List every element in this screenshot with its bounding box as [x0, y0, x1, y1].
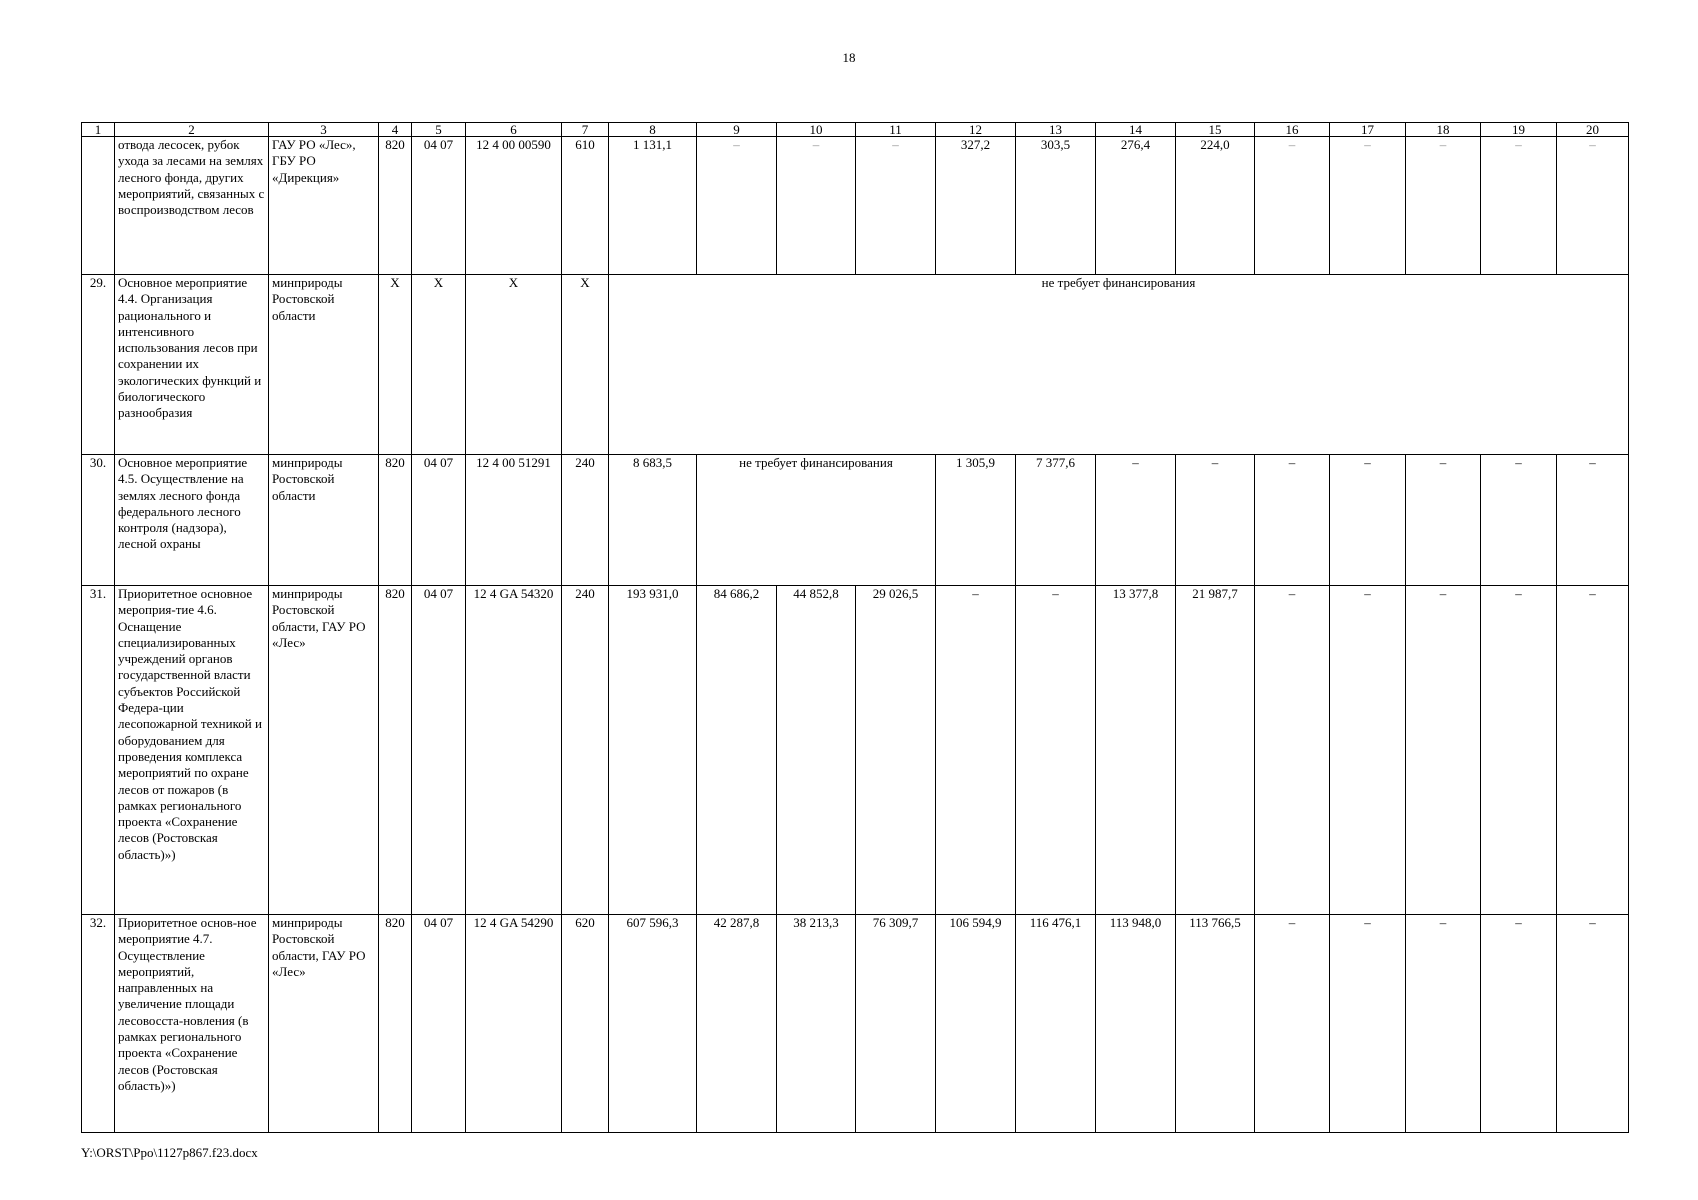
activity-name: Основное мероприятие 4.4. Организация рационального и интенсивного использования лесов при сохранении их экологических функций и биологического разнообразия: [115, 275, 269, 455]
code-rzpr: X: [412, 275, 466, 455]
year-value: –: [1481, 455, 1557, 586]
program-table: [81, 122, 1629, 1133]
header-cell: 18: [1406, 123, 1481, 137]
year-value: –: [1557, 455, 1629, 586]
code-csr: 12 4 GA 54320: [466, 586, 562, 915]
code-rzpr: 04 07: [412, 586, 466, 915]
header-cell: 5: [412, 123, 466, 137]
header-cell: 16: [1255, 123, 1330, 137]
activity-name: Основное мероприятие 4.5. Осуществление на землях лесного фонда федерального лесного контроля (надзора), лесной охраны: [115, 455, 269, 586]
year-value: 38 213,3: [777, 915, 856, 1133]
code-grbs: 820: [379, 915, 412, 1133]
year-value: –: [1255, 586, 1330, 915]
year-value: 303,5: [1016, 137, 1096, 275]
row-number: 29.: [82, 275, 115, 455]
total-value: 1 131,1: [609, 137, 697, 275]
year-value: 327,2: [936, 137, 1016, 275]
activity-name: отвода лесосек, рубок ухода за лесами на землях лесного фонда, других мероприятий, связанных с воспроизводством лесов: [115, 137, 269, 275]
code-csr: 12 4 00 51291: [466, 455, 562, 586]
year-value: –: [1406, 915, 1481, 1133]
year-value: –: [1481, 915, 1557, 1133]
year-value: 84 686,2: [697, 586, 777, 915]
code-grbs: 820: [379, 137, 412, 275]
year-value: –: [697, 137, 777, 275]
code-vr: 240: [562, 455, 609, 586]
code-rzpr: 04 07: [412, 915, 466, 1133]
header-cell: 7: [562, 123, 609, 137]
year-value: 21 987,7: [1176, 586, 1255, 915]
header-cell: 15: [1176, 123, 1255, 137]
year-value: –: [1557, 137, 1629, 275]
year-value: –: [1255, 915, 1330, 1133]
header-cell: 11: [856, 123, 936, 137]
year-value: –: [1330, 586, 1406, 915]
header-cell: 1: [82, 123, 115, 137]
header-cell: 19: [1481, 123, 1557, 137]
year-value: 106 594,9: [936, 915, 1016, 1133]
table-row: [82, 275, 1629, 455]
year-value: 76 309,7: [856, 915, 936, 1133]
header-cell: 3: [269, 123, 379, 137]
executor: минприроды Ростовской области, ГАУ РО «Лес»: [269, 915, 379, 1133]
year-value: –: [1330, 137, 1406, 275]
year-value: 44 852,8: [777, 586, 856, 915]
executor: минприроды Ростовской области: [269, 275, 379, 455]
code-vr: X: [562, 275, 609, 455]
code-csr: 12 4 00 00590: [466, 137, 562, 275]
row-number: [82, 137, 115, 275]
activity-name: Приоритетное основное мероприя-тие 4.6. Оснащение специализированных учреждений органов государственной власти субъектов Российской Федера-ции лесопожарной техникой и оборудованием для проведения комплекса мероприятий по охране лесов от пожаров (в рамках регионального проекта «Сохранение лесов (Ростовская область)»): [115, 586, 269, 915]
year-value: –: [1255, 137, 1330, 275]
executor: ГАУ РО «Лес», ГБУ РО «Дирекция»: [269, 137, 379, 275]
header-cell: 9: [697, 123, 777, 137]
header-cell: 8: [609, 123, 697, 137]
code-grbs: X: [379, 275, 412, 455]
year-value: –: [1176, 455, 1255, 586]
code-grbs: 820: [379, 455, 412, 586]
activity-name: Приоритетное основ-ное мероприятие 4.7. Осуществление мероприятий, направленных на увеличение площади лесовосста-новления (в рамках регионального проекта «Сохранение лесов (Ростовская область)»): [115, 915, 269, 1133]
row-number: 31.: [82, 586, 115, 915]
row-number: 30.: [82, 455, 115, 586]
year-value: –: [1481, 137, 1557, 275]
header-cell: 4: [379, 123, 412, 137]
code-vr: 240: [562, 586, 609, 915]
executor: минприроды Ростовской области, ГАУ РО «Лес»: [269, 586, 379, 915]
table-row: [82, 915, 1629, 1133]
year-value: 7 377,6: [1016, 455, 1096, 586]
code-csr: 12 4 GA 54290: [466, 915, 562, 1133]
header-cell: 2: [115, 123, 269, 137]
year-value: 276,4: [1096, 137, 1176, 275]
year-value: 29 026,5: [856, 586, 936, 915]
total-value: 607 596,3: [609, 915, 697, 1133]
year-value: 42 287,8: [697, 915, 777, 1133]
year-value: 113 766,5: [1176, 915, 1255, 1133]
header-cell: 10: [777, 123, 856, 137]
table-row: [82, 586, 1629, 915]
year-value: –: [1406, 586, 1481, 915]
year-value: –: [1330, 455, 1406, 586]
header-cell: 13: [1016, 123, 1096, 137]
executor: минприроды Ростовской области: [269, 455, 379, 586]
code-rzpr: 04 07: [412, 455, 466, 586]
code-vr: 610: [562, 137, 609, 275]
year-value: –: [1557, 586, 1629, 915]
year-value: –: [1406, 455, 1481, 586]
year-value: 113 948,0: [1096, 915, 1176, 1133]
year-value: –: [1330, 915, 1406, 1133]
year-value: –: [1406, 137, 1481, 275]
header-cell: 17: [1330, 123, 1406, 137]
year-value: –: [1481, 586, 1557, 915]
table-row: [82, 137, 1629, 275]
year-value: –: [1096, 455, 1176, 586]
year-value: –: [856, 137, 936, 275]
year-value: –: [1255, 455, 1330, 586]
code-vr: 620: [562, 915, 609, 1133]
year-value: 116 476,1: [1016, 915, 1096, 1133]
page-number: 18: [842, 50, 856, 65]
no-funding-note: не требует финансирования: [609, 275, 1629, 455]
header-cell: 20: [1557, 123, 1629, 137]
code-grbs: 820: [379, 586, 412, 915]
header-cell: 14: [1096, 123, 1176, 137]
code-csr: X: [466, 275, 562, 455]
year-value: 13 377,8: [1096, 586, 1176, 915]
no-funding-note: не требует финансирования: [697, 455, 936, 586]
file-path-footer: Y:\ORST\Ppo\1127p867.f23.docx: [81, 1145, 258, 1160]
total-value: 193 931,0: [609, 586, 697, 915]
year-value: –: [777, 137, 856, 275]
code-rzpr: 04 07: [412, 137, 466, 275]
row-number: 32.: [82, 915, 115, 1133]
year-value: 1 305,9: [936, 455, 1016, 586]
header-row: [82, 123, 1629, 137]
year-value: 224,0: [1176, 137, 1255, 275]
header-cell: 6: [466, 123, 562, 137]
year-value: –: [936, 586, 1016, 915]
total-value: 8 683,5: [609, 455, 697, 586]
year-value: –: [1557, 915, 1629, 1133]
header-cell: 12: [936, 123, 1016, 137]
year-value: –: [1016, 586, 1096, 915]
table-row: [82, 455, 1629, 586]
